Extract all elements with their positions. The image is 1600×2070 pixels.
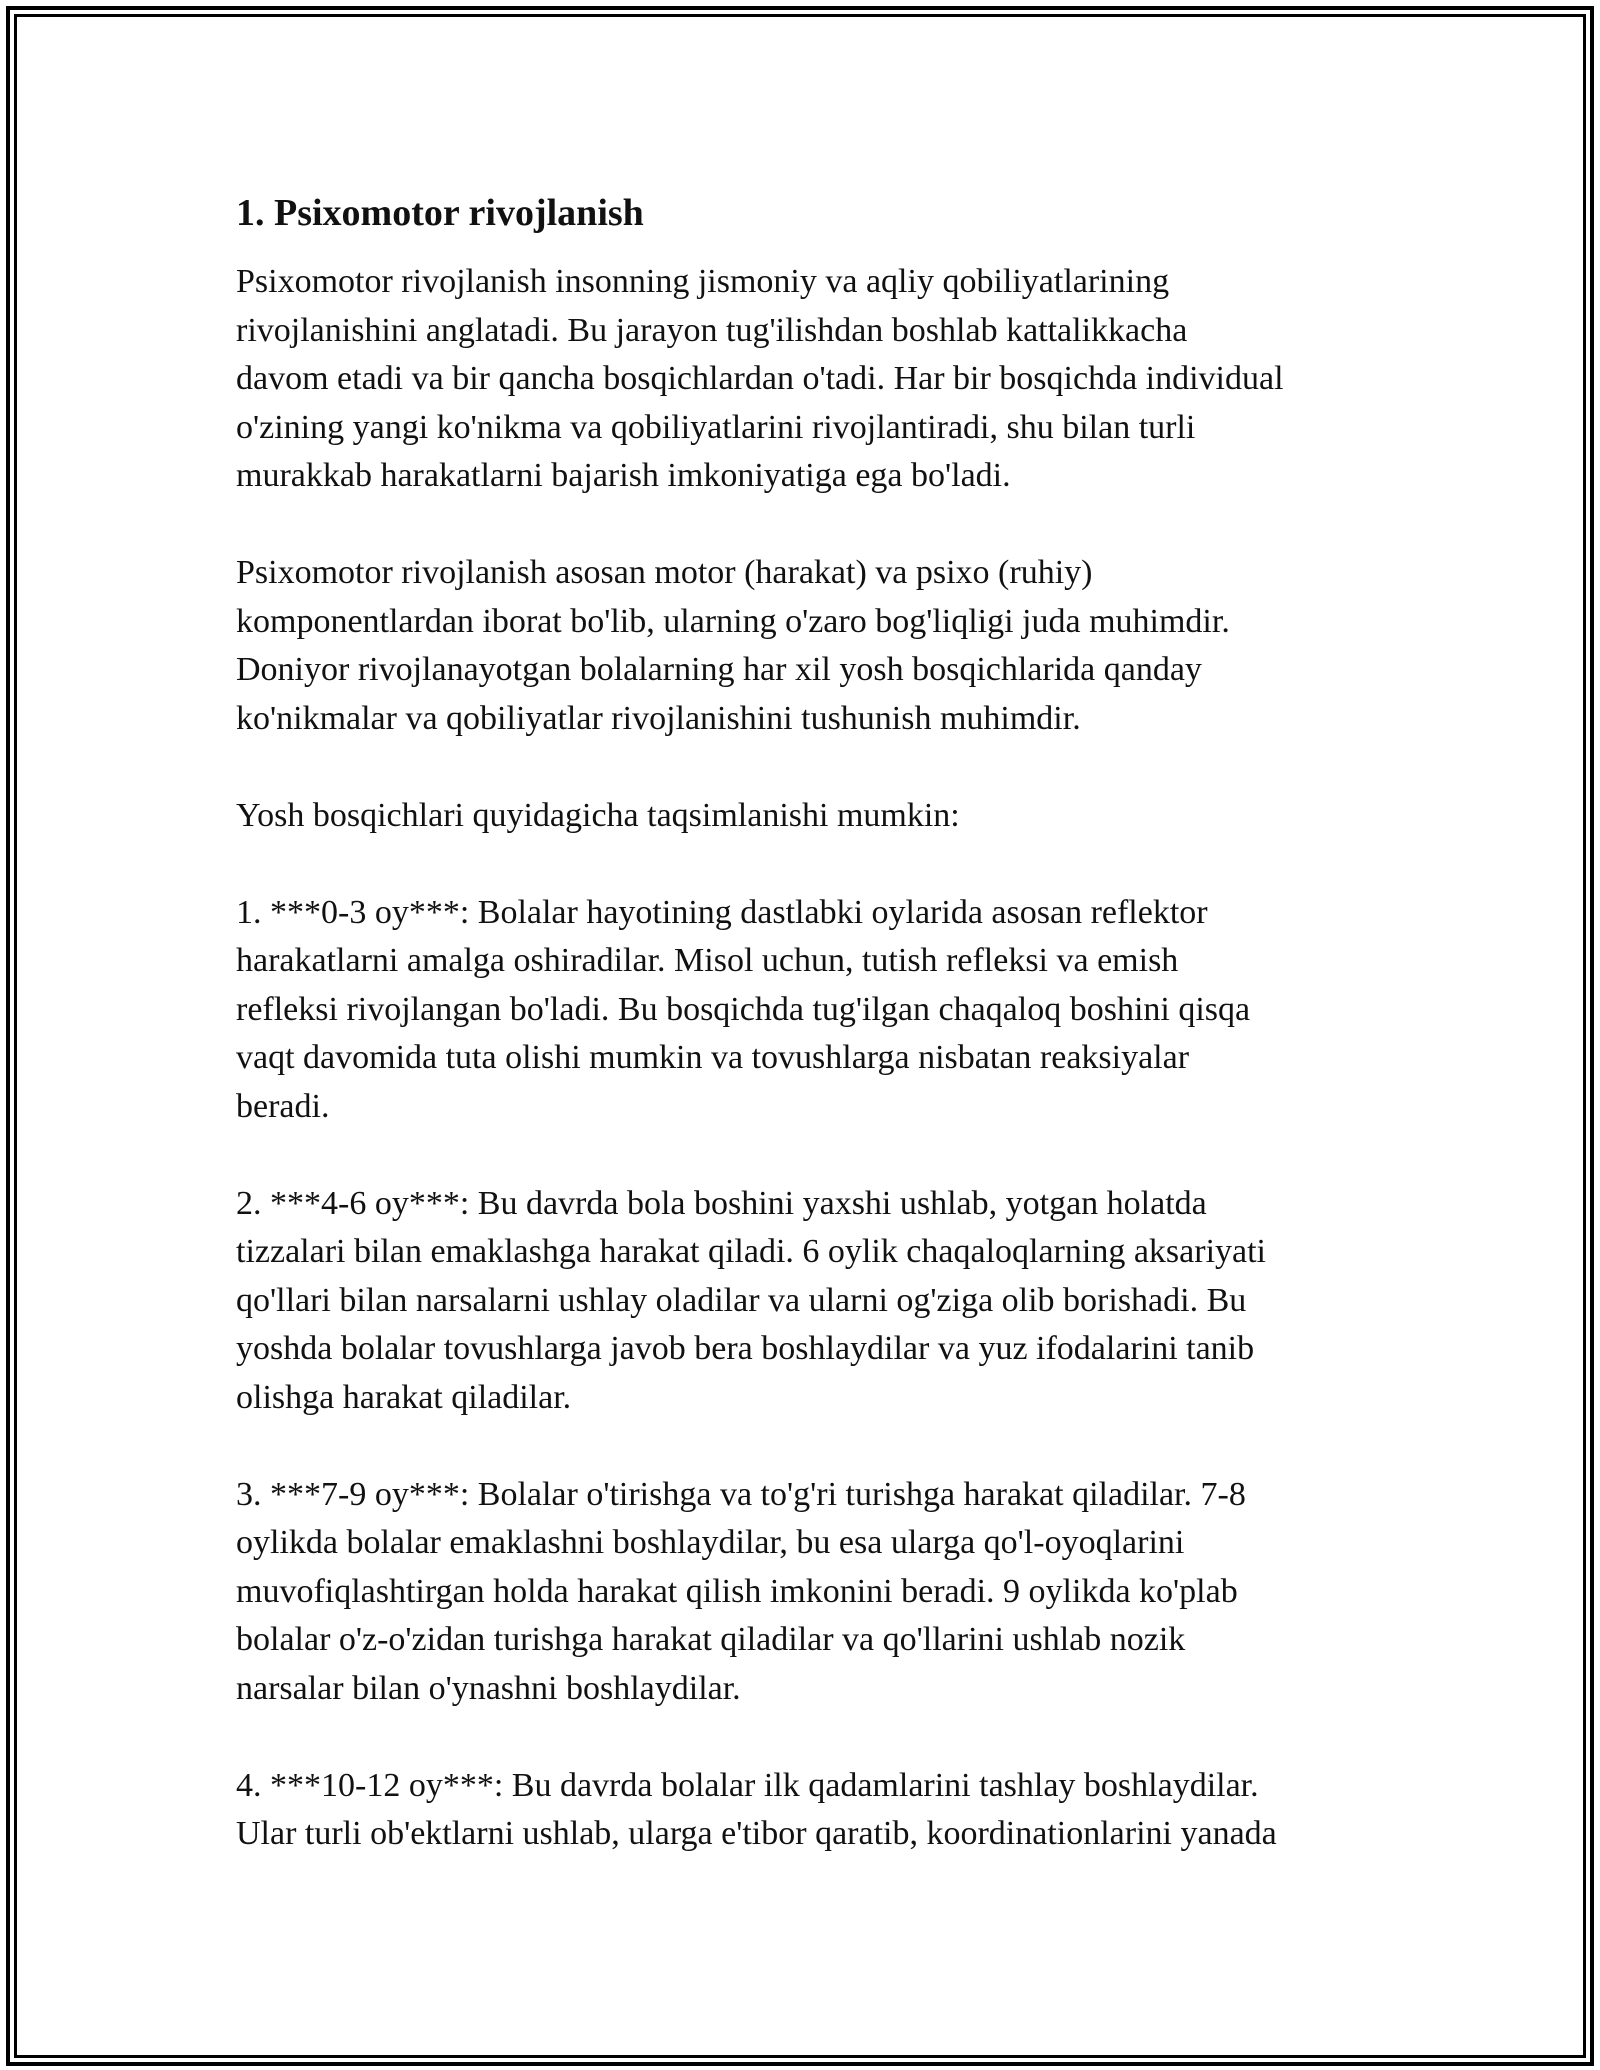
list-item-stage-3: [236, 1471, 1386, 1714]
text-line: yoshda bolalar tovushlarga javob bera boshlaydilar va yuz ifodalarini tanib: [236, 1330, 1255, 1367]
text-line: oylikda bolalar emaklashni boshlaydilar, bu esa ularga qo'l-oyoqlarini: [236, 1524, 1185, 1561]
text-line: 4. ***10-12 oy***: Bu davrda bolalar ilk qadamlarini tashlay boshlaydilar.: [236, 1766, 1259, 1804]
text-line: 2. ***4-6 oy***: Bu davrda bola boshini yaxshi ushlab, yotgan holatda: [236, 1184, 1207, 1222]
text-line: davom etadi va bir qancha bosqichlardan o'tadi. Har bir bosqichda individual: [236, 360, 1284, 397]
text-line: narsalar bilan o'ynashni boshlaydilar.: [236, 1669, 741, 1707]
text-line: refleksi rivojlangan bo'ladi. Bu bosqichda tug'ilgan chaqaloq boshini qisqa: [236, 990, 1251, 1028]
list-item-stage-2: [236, 1180, 1386, 1423]
text-line: 1. ***0-3 oy***: Bolalar hayotining dastlabki oylarida asosan reflektor: [236, 893, 1208, 931]
text-line: ko'nikmalar va qobiliyatlar rivojlanishini tushunish muhimdir.: [236, 699, 1081, 737]
text-line: rivojlanishini anglatadi. Bu jarayon tug'ilishdan boshlab kattalikkacha: [236, 311, 1188, 349]
text-line: vaqt davomida tuta olishi mumkin va tovushlarga nisbatan reaksiyalar: [236, 1039, 1190, 1076]
text-line: bolalar o'z-o'zidan turishga harakat qiladilar va qo'llarini ushlab nozik: [236, 1621, 1186, 1658]
text-line: harakatlarni amalga oshiradilar. Misol uchun, tutish refleksi va emish: [236, 942, 1179, 979]
text-line: Doniyor rivojlanayotgan bolalarning har xil yosh bosqichlarida qanday: [236, 651, 1202, 688]
section-heading: 1. Psixomotor rivojlanish: [236, 192, 644, 234]
text-line: o'zining yangi ko'nikma va qobiliyatlarini rivojlantiradi, shu bilan turli: [236, 408, 1196, 446]
text-line: murakkab harakatlarni bajarish imkoniyatiga ega bo'ladi.: [236, 457, 1011, 494]
paragraph-intro: [236, 258, 1386, 501]
text-line: komponentlardan iborat bo'lib, ularning o'zaro bog'liqligi juda muhimdir.: [236, 602, 1230, 640]
text-line: beradi.: [236, 1087, 330, 1125]
text-line: olishga harakat qiladilar.: [236, 1378, 572, 1416]
text-line: Psixomotor rivojlanish insonning jismoniy va aqliy qobiliyatlarining: [236, 263, 1170, 300]
text-line: tizzalari bilan emaklashga harakat qiladi. 6 oylik chaqaloqlarning aksariyati: [236, 1233, 1266, 1270]
text-line: muvofiqlashtirgan holda harakat qilish imkonini beradi. 9 oylikda ko'plab: [236, 1572, 1238, 1610]
paragraph-stages-intro: [236, 792, 1386, 841]
list-item-stage-4: [236, 1762, 1386, 1859]
text-line: Ular turli ob'ektlarni ushlab, ularga e'tibor qaratib, koordinationlarini yanada: [236, 1815, 1277, 1852]
text-line: Yosh bosqichlari quyidagicha taqsimlanishi mumkin:: [236, 796, 960, 834]
document-body: [236, 188, 1386, 1907]
text-line: Psixomotor rivojlanish asosan motor (harakat) va psixo (ruhiy): [236, 554, 1093, 591]
paragraph-components: [236, 549, 1386, 743]
text-line: qo'llari bilan narsalarni ushlay oladilar va ularni og'ziga olib borishadi. Bu: [236, 1281, 1247, 1319]
text-line: 3. ***7-9 oy***: Bolalar o'tirishga va to'g'ri turishga harakat qiladilar. 7-8: [236, 1475, 1246, 1513]
list-item-stage-1: [236, 889, 1386, 1132]
